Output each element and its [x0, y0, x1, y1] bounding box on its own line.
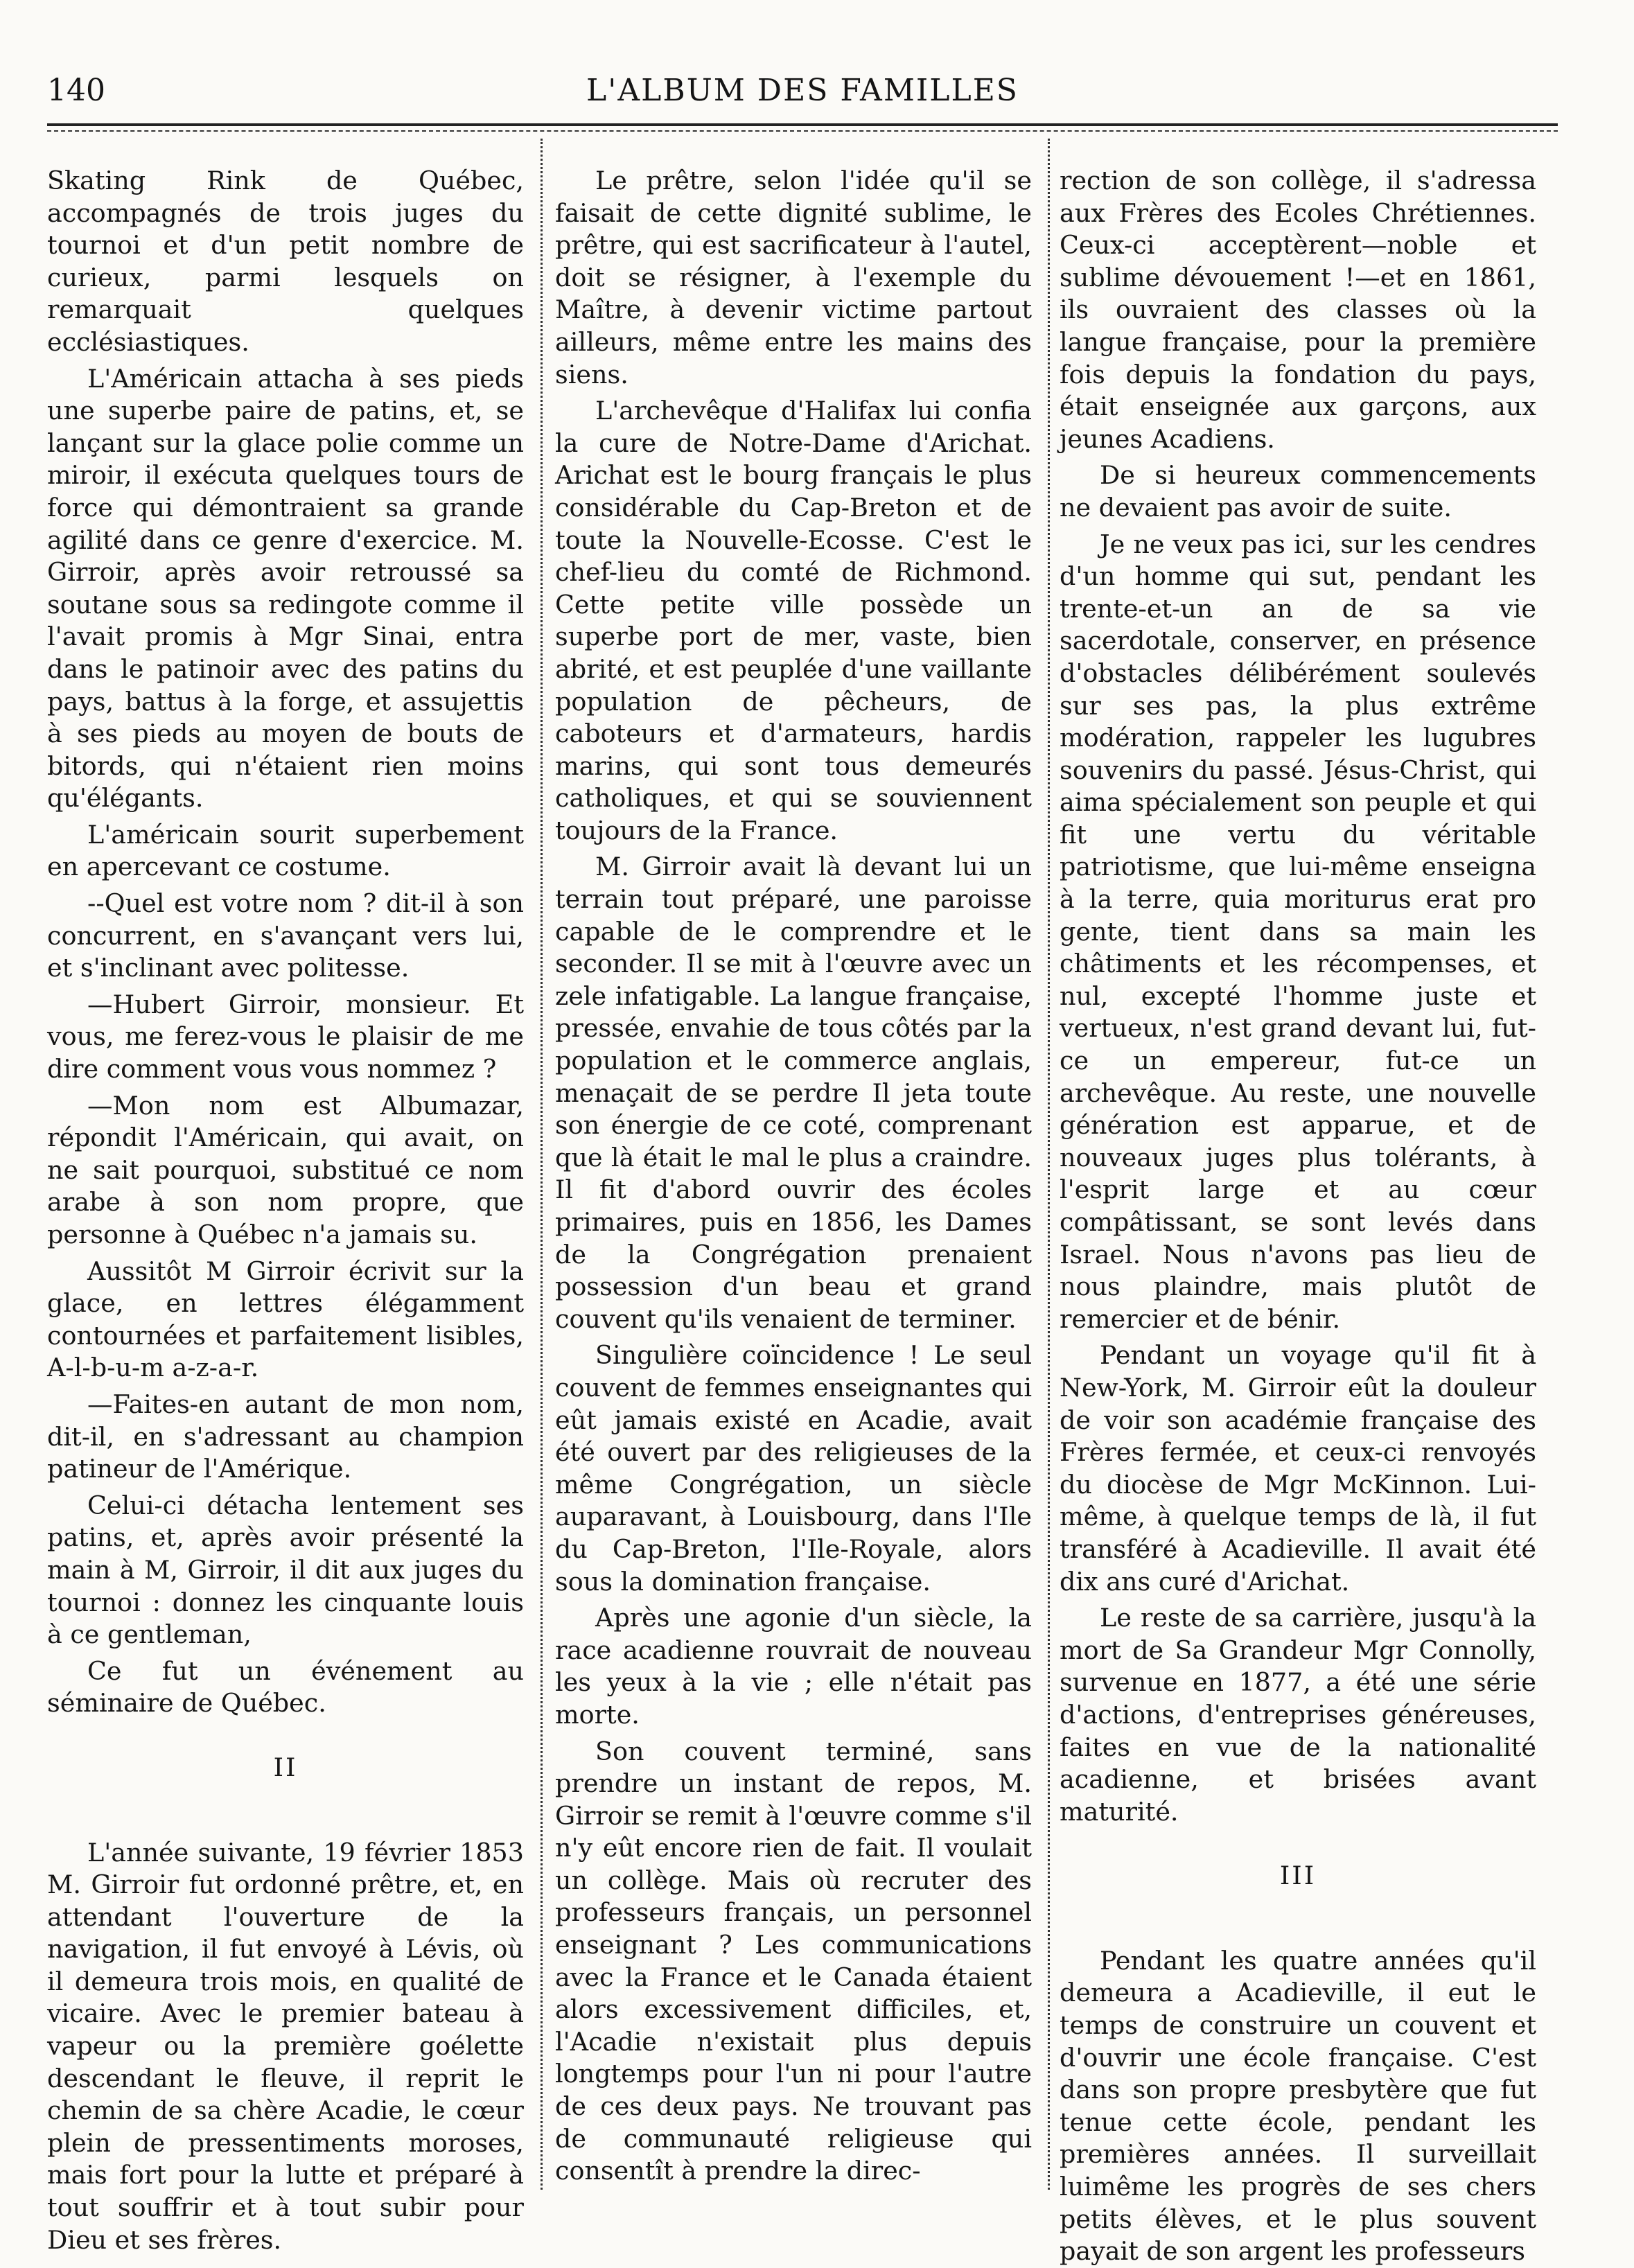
paragraph: Ce fut un événement au séminaire de Québec. — [47, 1655, 524, 1718]
text-column-1 — [47, 165, 524, 2255]
page-header — [47, 73, 1558, 114]
paragraph: De si heureux commencements ne devaient pas avoir de suite. — [1060, 460, 1536, 522]
paragraph: Le prêtre, selon l'idée qu'il se faisait de cette dignité sublime, le prêtre, qui est sacrificateur à l'autel, doit se résigner, à l'exemple du Maître, à devenir victime partout ailleurs, même entre les mains des siens. — [555, 166, 1032, 389]
paragraph: M. Girroir avait là devant lui un terrain tout préparé, une paroisse capable de le comprendre et le seconder. Il se mit à l'œuvre avec un zele infatigable. La langue française, pressée, envahie de tous côtés par la population et le commerce anglais, menaçait de se perdre Il jeta toute son énergie de ce coté, comprenant que là était le mal le plus a craindre. Il fit d'abord ouvrir des écoles primaires, puis en 1856, les Dames de la Congrégation prenaient possession d'un beau et grand couvent qu'ils venaient de terminer. — [555, 852, 1032, 1334]
column-divider — [1048, 139, 1050, 2190]
running-title: L'ALBUM DES FAMILLES — [586, 73, 1019, 108]
header-rule-dashed — [47, 130, 1558, 132]
paragraph: —Mon nom est Albumazar, répondit l'Américain, qui avait, on ne sait pourquoi, substitué ce nom arabe à son nom propre, que personne à Québec n'a jamais su. — [47, 1090, 524, 1249]
paragraph: Celui-ci détacha lentement ses patins, et, après avoir présenté la main à M, Girroir, il dit aux juges du tournoi : donnez les cinquante louis à ce gentleman, — [47, 1490, 524, 1650]
text-column-2 — [555, 165, 1032, 2188]
section-heading: III — [1279, 1861, 1317, 1891]
header-rule — [47, 123, 1558, 126]
paragraph: —Hubert Girroir, monsieur. Et vous, me ferez-vous le plaisir de me dire comment vous vous nommez ? — [47, 989, 524, 1084]
paragraph: Après une agonie d'un siècle, la race acadienne rouvrait de nouveau les yeux à la vie ; elle n'était pas morte. — [555, 1603, 1032, 1730]
paragraph: L'archevêque d'Halifax lui confia la cure de Notre-Dame d'Arichat. Arichat est le bourg français le plus considérable du Cap-Breton et de toute la Nouvelle-Ecosse. C'est le chef-lieu du comté de Richmond. Cette petite ville possède un superbe port de mer, vaste, bien abrité, et est peuplée d'une vaillante population de pêcheurs, de caboteurs et d'armateurs, hardis marins, qui sont tous demeurés catholiques, et qui se souviennent toujours de la France. — [555, 396, 1032, 845]
paragraph: L'Américain attacha à ses pieds une superbe paire de patins, et, se lançant sur la glace polie comme un miroir, il exécuta quelques tours de force qui démontraient sa grande agilité dans ce genre d'exercice. M. Girroir, après avoir retroussé sa soutane sous sa redingote comme il l'avait promis à Mgr Sinai, entra dans le patinoir avec des patins du pays, battus à la forge, et assujettis à ses pieds au moyen de bouts de bitords, qui n'étaient rien moins qu'élégants. — [47, 363, 524, 814]
page-number: 140 — [47, 73, 105, 108]
paragraph: Pendant les quatre années qu'il demeura a Acadieville, il eut le temps de construire un couvent et d'ouvrir une école française. C'est dans son propre presbytère que fut tenue cette école, pendant les premières années. Il surveillait luimême les progrès de ses chers petits élèves, et le plus souvent payait de son argent les professeurs — [1060, 1945, 1536, 2267]
paragraph: Le reste de sa carrière, jusqu'à la mort de Sa Grandeur Mgr Connolly, survenue en 1877, a été une série d'actions, d'entreprises généreuses, faites en vue de la nationalité acadienne, et brisées avant maturité. — [1060, 1603, 1536, 1827]
section-heading: II — [273, 1752, 298, 1782]
paragraph: --Quel est votre nom ? dit-il à son concurrent, en s'avançant vers lui, et s'inclinant avec politesse. — [47, 888, 524, 983]
paragraph: L'année suivante, 19 février 1853 M. Girroir fut ordonné prêtre, et, en attendant l'ouverture de la navigation, il fut envoyé à Lévis, où il demeura trois mois, en qualité de vicaire. Avec le premier bateau à vapeur ou la première goélette descendant le fleuve, il reprit le chemin de sa chère Acadie, le cœur plein de pressentiments moroses, mais fort pour la lutte et préparé à tout souffrir et à tout subir pour Dieu et ses frères. — [47, 1837, 524, 2255]
text-column-3 — [1060, 165, 1536, 2267]
paragraph: L'américain sourit superbement en apercevant ce costume. — [47, 819, 524, 882]
paragraph: Son couvent terminé, sans prendre un instant de repos, M. Girroir se remit à l'œuvre comme s'il n'y eût encore rien de fait. Il voulait un collège. Mais où recruter des professeurs français, un personnel enseignant ? Les communications avec la France et le Canada étaient alors excessivement difficiles, et, l'Acadie n'existait plus depuis longtemps pour l'un ni pour l'autre de ces deux pays. Ne trouvant pas de communauté religieuse qui consentît à prendre la direc- — [555, 1736, 1032, 2186]
column-divider — [541, 139, 543, 2190]
paragraph: Aussitôt M Girroir écrivit sur la glace, en lettres élégamment contournées et parfaitement lisibles, A-l-b-u-m a-z-a-r. — [47, 1256, 524, 1383]
paragraph: Pendant un voyage qu'il fit à New-York, M. Girroir eût la douleur de voir son académie française des Frères fermée, et ceux-ci renvoyés du diocèse de Mgr McKinnon. Lui-même, à quelque temps de là, il fut transféré à Acadieville. Il avait été dix ans curé d'Arichat. — [1060, 1340, 1536, 1597]
paragraph: —Faites-en autant de mon nom, dit-il, en s'adressant au champion patineur de l'Amérique. — [47, 1389, 524, 1484]
paragraph: Singulière coïncidence ! Le seul couvent de femmes enseignantes qui eût jamais existé en Acadie, avait été ouvert par des religieuses de la même Congrégation, un siècle auparavant, à Louisbourg, dans l'Ile du Cap-Breton, l'Ile-Royale, alors sous la domination française. — [555, 1340, 1032, 1597]
paragraph: Je ne veux pas ici, sur les cendres d'un homme qui sut, pendant les trente-et-un an de sa vie sacerdotale, conserver, en présence d'obstacles délibérément soulevés sur ses pas, la plus extrême modération, rappeler les lugubres souvenirs du passé. Jésus-Christ, qui aima spécialement son peuple et qui fit une vertu du véritable patriotisme, que lui-même enseigna à la terre, quia moriturus erat pro gente, tient dans sa main les châtiments et les récompenses, et nul, excepté l'homme juste et vertueux, n'est grand devant lui, fut-ce un empereur, fut-ce un archevêque. Au reste, une nouvelle génération est apparue, et de nouveaux juges plus tolérants, à l'esprit large et au cœur compâtissant, se sont levés dans Israel. Nous n'avons pas lieu de nous plaindre, mais plutôt de remercier et de bénir. — [1060, 529, 1536, 1334]
paragraph: Skating Rink de Québec, accompagnés de trois juges du tournoi et d'un petit nombre de curieux, parmi lesquels on remarquait quelques ecclésiastiques. — [47, 166, 524, 357]
paragraph: rection de son collège, il s'adressa aux Frères des Ecoles Chrétiennes. Ceux-ci acceptèrent—noble et sublime dévouement !—et en 1861, ils ouvraient des classes où la langue française, pour la première fois depuis la fondation du pays, était enseignée aux garçons, aux jeunes Acadiens. — [1060, 166, 1536, 454]
